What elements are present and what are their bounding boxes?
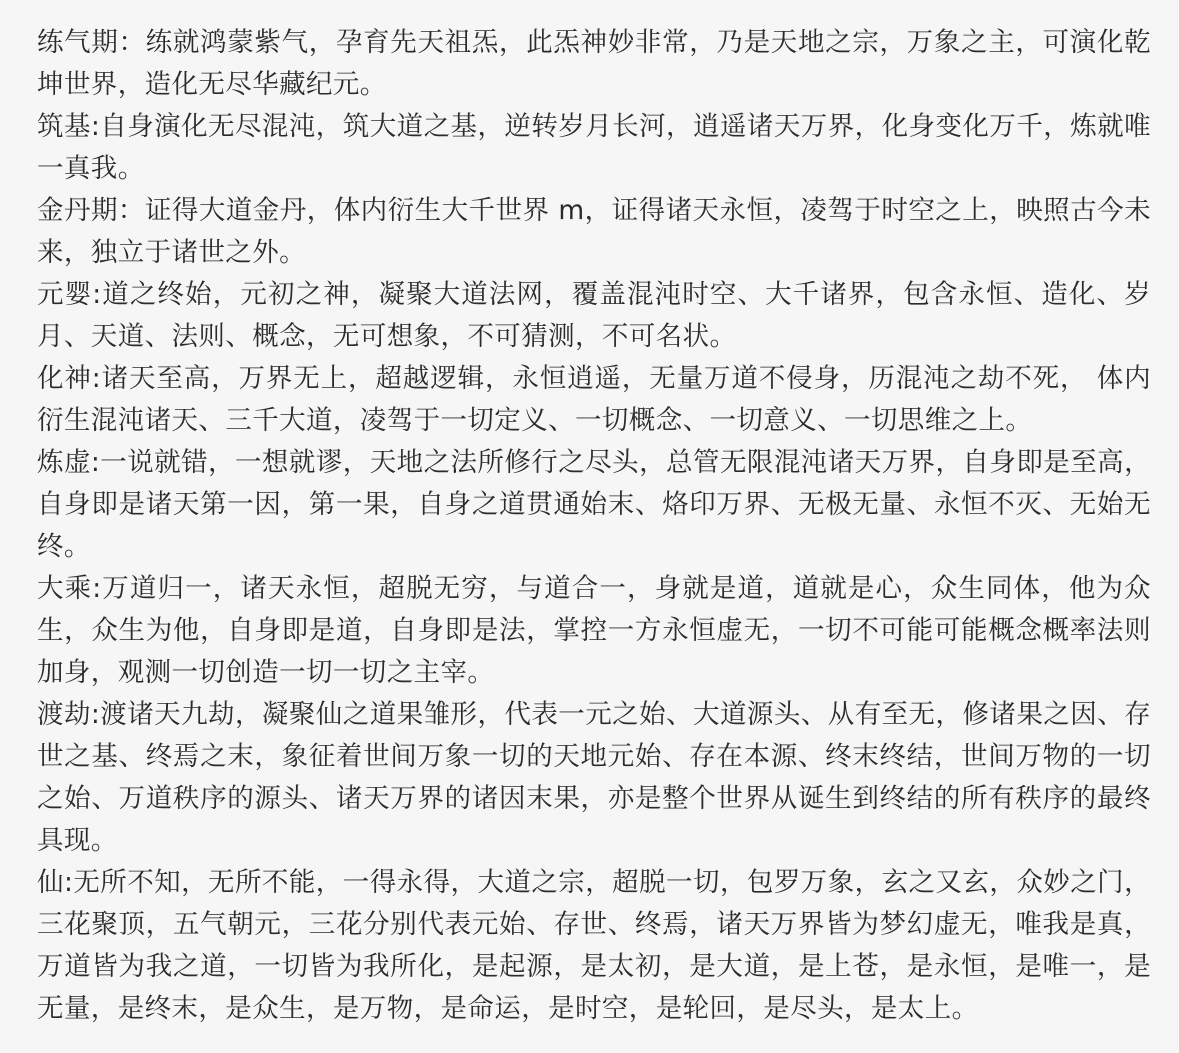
realm-entry-lianxu: 炼虚:一说就错，一想就谬，天地之法所修行之尽头，总管无限混沌诸天万界，自身即是至高，自身即是诸天第一因，第一果，自身之道贯通始末、烙印万界、无极无量、永恒不灭、无始无终。	[37, 447, 1151, 562]
realm-entry-dujie: 渡劫:渡诸天九劫，凝聚仙之道果雏形，代表一元之始、大道源头、从有至无，修诸果之因、存世之基、终焉之末，象征着世间万象一切的天地元始、存在本源、终末终结，世间万物的一切之始、万道秩序的源头、诸天万界的诸因末果，亦是整个世界从诞生到终结的所有秩序的最终具现。	[37, 699, 1151, 856]
realm-entry-huashen: 化神:诸天至高，万界无上，超越逻辑，永恒逍遥，无量万道不侵身，历混沌之劫不死， 体内衍生混沌诸天、三千大道，凌驾于一切定义、一切概念、一切意义、一切思维之上。	[37, 363, 1151, 436]
realm-entry-lianqi: 练气期：练就鸿蒙紫气，孕育先天祖炁，此炁神妙非常，乃是天地之宗，万象之主，可演化乾坤世界，造化无尽华藏纪元。	[37, 27, 1151, 100]
realm-entry-jindan: 金丹期：证得大道金丹，体内衍生大千世界 m，证得诸天永恒，凌驾于时空之上，映照古今未来，独立于诸世之外。	[37, 195, 1151, 268]
cultivation-realm-list	[37, 22, 1151, 1030]
realm-entry-yuanying: 元婴:道之终始，元初之神，凝聚大道法网，覆盖混沌时空、大千诸界，包含永恒、造化、岁月、天道、法则、概念，无可想象，不可猜测，不可名状。	[37, 279, 1151, 352]
realm-entry-dacheng: 大乘:万道归一，诸天永恒，超脱无穷，与道合一，身就是道，道就是心，众生同体，他为众生，众生为他，自身即是道，自身即是法，掌控一方永恒虚无，一切不可能可能概念概率法则加身，观测一切创造一切一切之主宰。	[37, 573, 1151, 688]
realm-entry-zhuji: 筑基:自身演化无尽混沌，筑大道之基，逆转岁月长河，逍遥诸天万界，化身变化万千，炼就唯一真我。	[37, 111, 1151, 184]
realm-entry-xian: 仙:无所不知，无所不能，一得永得，大道之宗，超脱一切，包罗万象，玄之又玄，众妙之门，三花聚顶，五气朝元，三花分别代表元始、存世、终焉，诸天万界皆为梦幻虚无，唯我是真，万道皆为我之道，一切皆为我所化，是起源，是太初，是大道，是上苍，是永恒，是唯一，是无量，是终末，是众生，是万物，是命运，是时空，是轮回，是尽头，是太上。	[37, 867, 1151, 1024]
